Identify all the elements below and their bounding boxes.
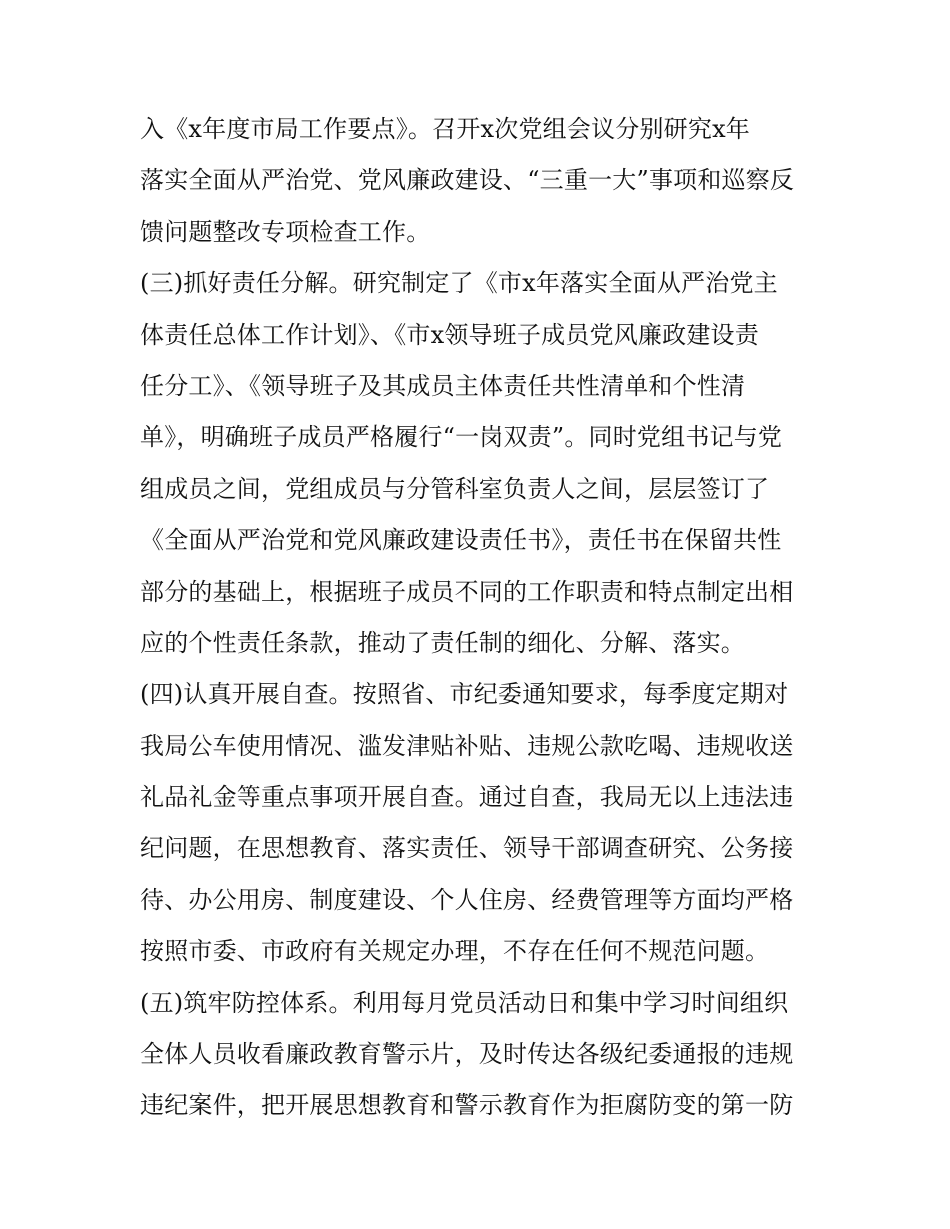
text-line-19: 全体人员收看廉政教育警示片，及时传达各级纪委通报的违规 <box>140 1040 794 1069</box>
text-line-18: (五)筑牢防控体系。利用每月党员活动日和集中学习时间组织 <box>140 988 789 1017</box>
text-line-6: 任分工》、《领导班子及其成员主体责任共性清单和个性清 <box>140 371 746 400</box>
text-line-1: 入《x年度市局工作要点》。召开x次党组会议分别研究x年 <box>140 115 751 143</box>
text-line-16: 待、办公用房、制度建设、个人住房、经费管理等方面均严格 <box>140 885 794 914</box>
text-line-8: 组成员之间，党组成员与分管科室负责人之间，层层签订了 <box>140 474 770 503</box>
text-line-2: 落实全面从严治党、党风廉政建设、“三重一大”事项和巡察反 <box>140 166 795 195</box>
text-line-10: 部分的基础上，根据班子成员不同的工作职责和特点制定出相 <box>140 577 794 606</box>
document-body <box>140 104 830 1132</box>
text-line-13: 我局公车使用情况、滥发津贴补贴、违规公款吃喝、违规收送 <box>140 731 794 760</box>
text-line-9: 《全面从严治党和党风廉政建设责任书》，责任书在保留共性 <box>140 526 782 555</box>
text-line-20: 违纪案件，把开展思想教育和警示教育作为拒腐防变的第一防 <box>140 1091 794 1120</box>
text-line-5: 体责任总体工作计划》、《市x领导班子成员党风廉政建设责 <box>140 320 759 349</box>
text-line-14: 礼品礼金等重点事项开展自查。通过自查，我局无以上违法违 <box>140 783 794 812</box>
text-line-15: 纪问题，在思想教育、落实责任、领导干部调查研究、公务接 <box>140 834 794 863</box>
text-line-12: (四)认真开展自查。按照省、市纪委通知要求，每季度定期对 <box>140 680 789 709</box>
text-line-17: 按照市委、市政府有关规定办理，不存在任何不规范问题。 <box>140 937 770 966</box>
text-line-7: 单》，明确班子成员严格履行“一岗双责”。同时党组书记与党 <box>140 423 783 452</box>
text-line-11: 应的个性责任条款，推动了责任制的细化、分解、落实。 <box>140 628 745 657</box>
text-line-3: 馈问题整改专项检查工作。 <box>140 217 431 246</box>
text-line-4: (三)抓好责任分解。研究制定了《市x年落实全面从严治党主 <box>140 269 778 298</box>
